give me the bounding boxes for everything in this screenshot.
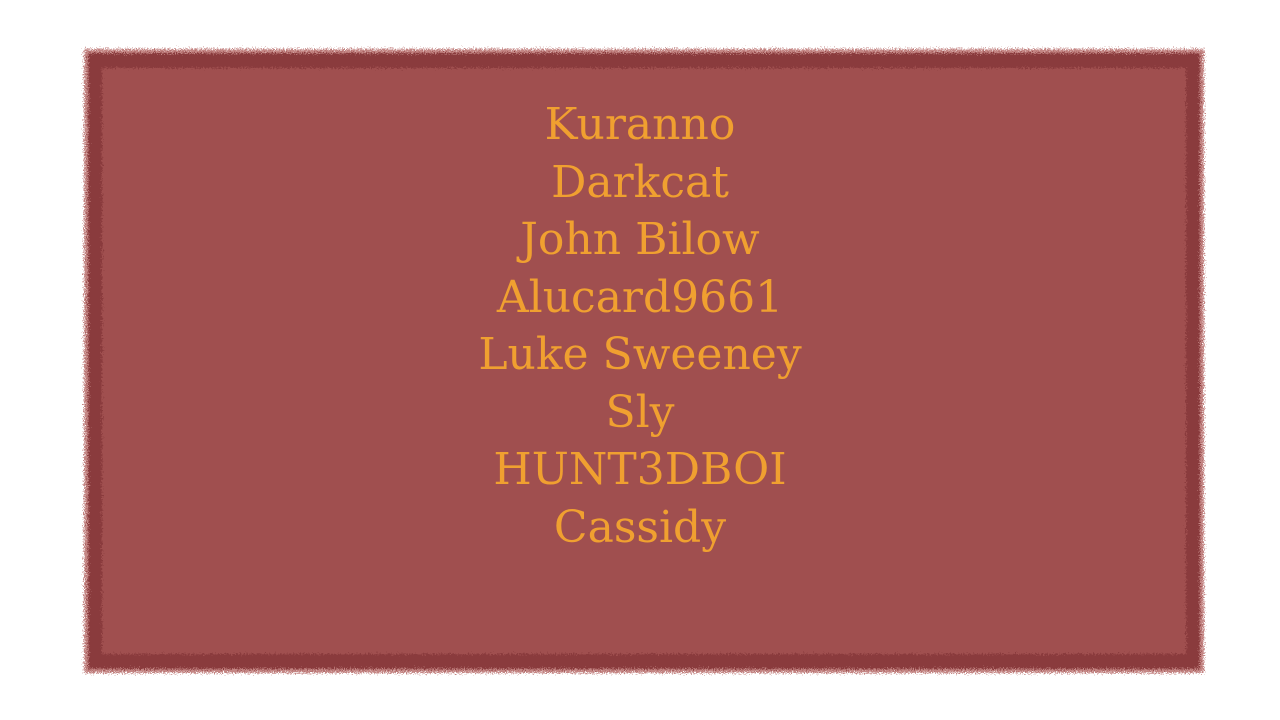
credit-name: John Bilow: [520, 214, 760, 265]
credits-name-list: [0, 96, 1280, 556]
credit-name: Luke Sweeney: [478, 329, 802, 380]
credit-name: Cassidy: [553, 501, 727, 553]
credit-name: Kuranno: [544, 99, 736, 150]
credit-name: Alucard9661: [496, 271, 784, 323]
credit-name: HUNT3DBOI: [493, 444, 787, 495]
credit-name: Darkcat: [551, 156, 729, 208]
credit-name: Sly: [605, 386, 675, 438]
